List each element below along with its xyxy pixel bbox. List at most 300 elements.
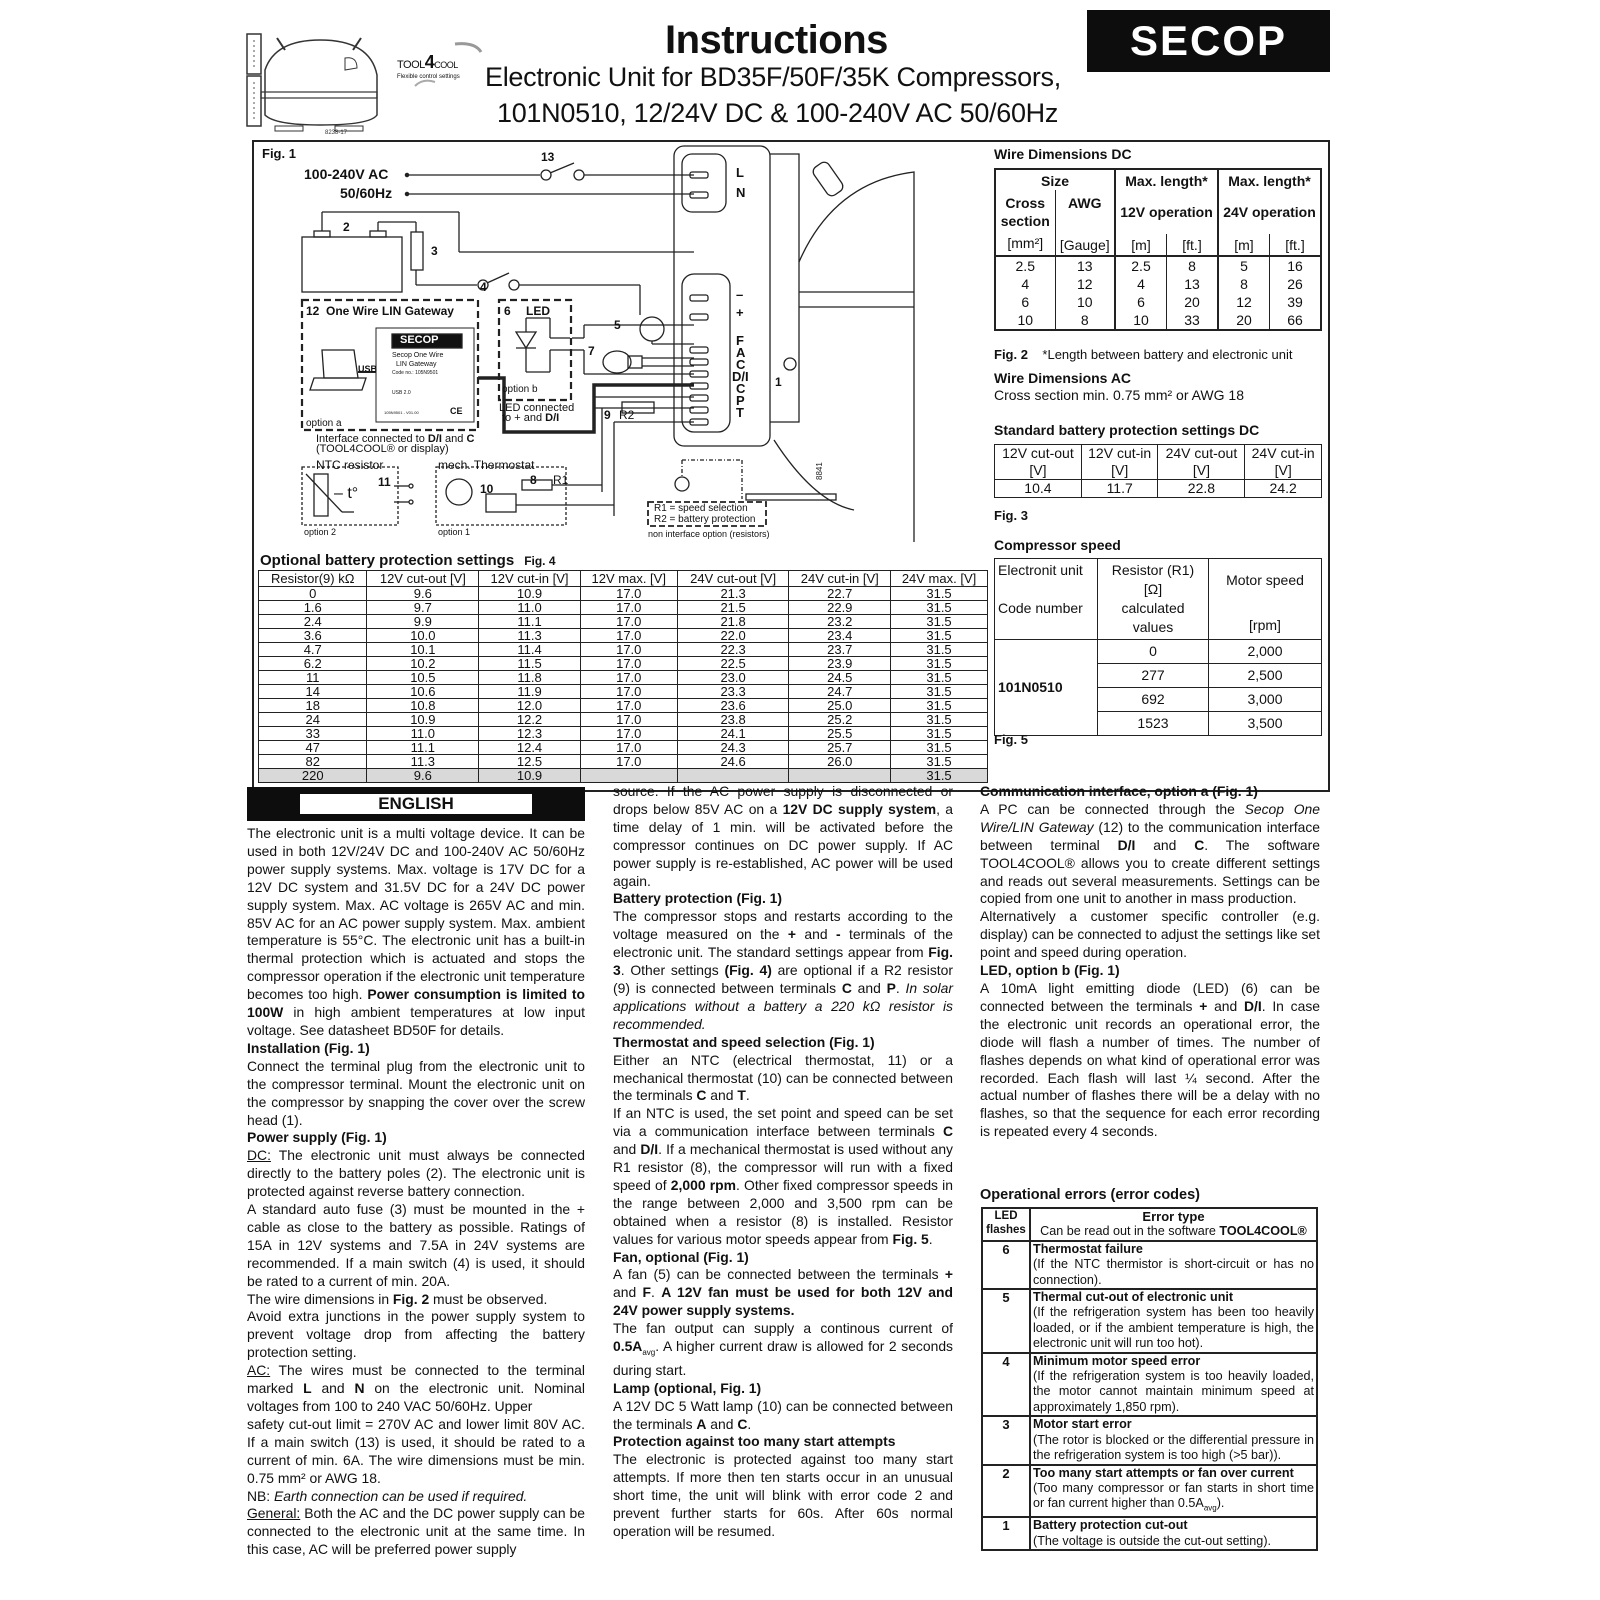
table-cell: 26 xyxy=(1269,275,1321,293)
resistor-value: 1523 xyxy=(1098,712,1209,736)
table-cell: 10.9 xyxy=(367,713,479,727)
svg-text:8841: 8841 xyxy=(815,462,824,480)
speed-table-body xyxy=(995,640,1322,736)
comm-di: D/I xyxy=(1117,836,1136,853)
comm-and: and xyxy=(1135,836,1195,853)
column-header: 24V cut-out xyxy=(1158,445,1245,463)
table-row xyxy=(995,256,1321,275)
table-cell: 10.1 xyxy=(367,643,479,657)
terminal-di: D/I xyxy=(732,369,749,384)
lamp-text xyxy=(613,1398,953,1434)
table-cell: 24.7 xyxy=(789,685,891,699)
table-cell: 12.5 xyxy=(479,755,581,769)
table-row xyxy=(982,1241,1317,1289)
unit-ft-12v: [ft.] xyxy=(1167,234,1218,256)
led-di: D/I xyxy=(1243,997,1262,1014)
interface-and: and xyxy=(441,433,467,445)
table-cell: 31.5 xyxy=(891,755,988,769)
table-cell: 39 xyxy=(1269,293,1321,311)
header-res-line-1: Resistor (R1) xyxy=(1111,562,1195,578)
secop-logo: SECOP xyxy=(1087,10,1330,72)
table-cell xyxy=(580,769,677,783)
errors-title: Operational errors (error codes) xyxy=(980,1187,1200,1203)
table-row xyxy=(259,755,988,769)
language-banner xyxy=(247,787,585,821)
table-cell: 23.2 xyxy=(789,615,891,629)
batt-fig4: (Fig. 4) xyxy=(724,962,772,979)
header-led-line-2: flashes xyxy=(986,1224,1026,1236)
column-header: 12V cut-out [V] xyxy=(367,571,479,587)
table-header-row xyxy=(995,445,1322,463)
ntc-symbol: – t° xyxy=(334,485,359,502)
fan-text-1 xyxy=(613,1266,953,1320)
fig4-title xyxy=(260,552,556,569)
column-unit: [V] xyxy=(1158,462,1245,480)
batt-t6: . xyxy=(895,979,906,996)
table-cell: 17.0 xyxy=(580,699,677,713)
error-description: (If the refrigeration system is too heavily loaded, the motor cannot maintain minimum speed at approximately 1,850 rpm). xyxy=(1033,1369,1314,1414)
error-type: Minimum motor speed error xyxy=(1033,1353,1201,1368)
dc-label: DC: xyxy=(247,1147,271,1164)
column-header: 24V cut-in xyxy=(1245,445,1322,463)
logo-tagline: Flexible control settings xyxy=(397,74,460,80)
operational-errors-table xyxy=(981,1207,1318,1551)
cont-text-2: , a time delay of 1 min. will be activated before the compressor continues on DC power supply. If AC power supply is re-established, AC power will be used again. xyxy=(613,800,953,889)
table-cell: 11.0 xyxy=(479,601,581,615)
table-cell: 23.0 xyxy=(677,671,789,685)
thermo-t2: If an NTC is used, the set point and speed can be set via a communication interface between terminals xyxy=(613,1105,953,1140)
error-type: Thermal cut-out of electronic unit xyxy=(1033,1290,1234,1305)
table-header-row xyxy=(982,1208,1317,1241)
legend-r2: R2 = battery protection xyxy=(654,514,756,525)
table-cell: 21.8 xyxy=(677,615,789,629)
table-cell: 10.4 xyxy=(995,480,1082,498)
compressor-speed-title: Compressor speed xyxy=(994,537,1121,553)
unit-m-24v: [m] xyxy=(1218,234,1270,256)
header-speed-line-2: [rpm] xyxy=(1249,617,1281,633)
table-cell: 12.3 xyxy=(479,727,581,741)
r2-label: R2 xyxy=(619,408,635,422)
terminal-f: F xyxy=(736,333,744,348)
terminal-minus: – xyxy=(736,287,744,302)
std-battery-title: Standard battery protection settings DC xyxy=(994,422,1260,438)
table-header-row xyxy=(995,169,1321,190)
callout-12: 12 xyxy=(306,304,320,318)
table-cell: 24.2 xyxy=(1245,480,1322,498)
table-cell: 12.2 xyxy=(479,713,581,727)
ac-frequency-label: 50/60Hz xyxy=(340,185,393,201)
wire-dc-title: Wire Dimensions DC xyxy=(994,146,1132,162)
header-maxlen-24v: Max. length* xyxy=(1218,169,1321,190)
motor-speed-value: 2,000 xyxy=(1209,640,1322,664)
ac-terminal-n: N xyxy=(354,1380,365,1397)
table-cell: 22.8 xyxy=(1158,480,1245,498)
cont-text-bold: 12V DC supply system xyxy=(782,800,937,817)
terminal-l: L xyxy=(736,165,744,180)
table-cell: 10.8 xyxy=(367,699,479,713)
table-row xyxy=(259,657,988,671)
led-heading: LED, option b (Fig. 1) xyxy=(980,962,1120,979)
column-header: 12V cut-in xyxy=(1081,445,1158,463)
table-cell: 4 xyxy=(995,275,1055,293)
wiring-diagram-drawing xyxy=(254,142,988,542)
wire-dimensions-dc-table xyxy=(994,168,1322,331)
ac-paragraph-2: safety cut-out limit = 270V AC and lower limit 80V AC. If a main switch (13) is used, it should be rated to a current of min. 6A. The wire dimensions must be min. 0.75 mm² or AWG 18. xyxy=(247,1415,585,1486)
legend-r1: R1 = speed selection xyxy=(654,503,748,514)
fig2-footnote: *Length between battery and electronic unit xyxy=(1042,347,1293,362)
logo-text-cool: COOL xyxy=(434,60,458,70)
motor-speed-value: 3,000 xyxy=(1209,688,1322,712)
table-cell: 31.5 xyxy=(891,685,988,699)
legend-note: non interface option (resistors) xyxy=(648,529,770,539)
table-cell: 17.0 xyxy=(580,713,677,727)
table-row xyxy=(259,587,988,601)
table-cell: 9.7 xyxy=(367,601,479,615)
table-cell: 22.3 xyxy=(677,643,789,657)
terminal-a: A xyxy=(736,345,746,360)
header-type-line-1: Error type xyxy=(1142,1209,1205,1224)
fan-text-2 xyxy=(613,1320,953,1380)
error-description xyxy=(1033,1481,1314,1516)
led-connected-line-1: LED connected xyxy=(499,402,575,414)
installation-heading: Installation (Fig. 1) xyxy=(247,1039,370,1056)
table-cell: 13 xyxy=(1055,256,1115,275)
led-and: and xyxy=(1207,997,1244,1014)
fan-plus: + xyxy=(944,1266,953,1283)
table-cell: 25.0 xyxy=(789,699,891,713)
column-header: 24V cut-in [V] xyxy=(789,571,891,587)
header-maxlen-12v: Max. length* xyxy=(1115,169,1218,190)
header-24v-operation: 24V operation xyxy=(1218,190,1321,234)
table-cell: 11.3 xyxy=(479,629,581,643)
column-unit: [V] xyxy=(1245,462,1322,480)
fan-t3: . A higher current draw is allowed for 2 seconds during start. xyxy=(613,1338,953,1378)
table-cell: 23.9 xyxy=(789,657,891,671)
table-cell: 10.2 xyxy=(367,657,479,671)
table-cell: 12.0 xyxy=(479,699,581,713)
header-resistor xyxy=(1098,559,1209,640)
table-cell: 31.5 xyxy=(891,601,988,615)
table-cell: 20 xyxy=(1218,311,1270,330)
general-paragraph xyxy=(247,1505,585,1559)
interface-text: Interface connected to xyxy=(316,433,428,445)
table-row xyxy=(995,640,1322,664)
header-res-line-3: calculated xyxy=(1121,600,1185,616)
table-cell: 5 xyxy=(1218,256,1270,275)
header-res-line-4: values xyxy=(1132,619,1174,635)
table-cell: 21.5 xyxy=(677,601,789,615)
header-awg: AWG xyxy=(1055,190,1115,234)
dc-paragraph-3 xyxy=(247,1291,585,1309)
batt-t2: terminals of the electronic unit. The standard settings appear from xyxy=(613,926,953,961)
option-b-label: option b xyxy=(502,384,538,395)
table-row xyxy=(259,629,988,643)
fan-heading: Fan, optional (Fig. 1) xyxy=(613,1248,749,1265)
column-header: 12V max. [V] xyxy=(580,571,677,587)
header-sub-pre: Can be read out in the software xyxy=(1040,1224,1220,1239)
table-cell: 31.5 xyxy=(891,769,988,783)
header-unit-line-2: Code number xyxy=(998,600,1083,616)
figure-panel xyxy=(252,140,1330,792)
gateway-usb-label: USB 2.0 xyxy=(392,390,411,396)
callout-4: 4 xyxy=(480,280,487,294)
interface-line-2: (TOOL4COOL® or display) xyxy=(316,443,449,455)
dc-paragraph-2: A standard auto fuse (3) must be mounted in the + cable as close to the battery as possible. Ratings of 15A in 12V systems and 7.5A in 24V systems are recommended. If a main switch (4) is used, it should be rated to a current of min. 20A. xyxy=(247,1201,585,1289)
table-cell: 11.1 xyxy=(479,615,581,629)
callout-2: 2 xyxy=(343,220,350,234)
batt-c: C xyxy=(841,979,852,996)
fig2-label: Fig. 2 xyxy=(994,347,1028,362)
table-cell: 31.5 xyxy=(891,629,988,643)
gateway-code: Code no.: 105N9501 xyxy=(392,370,439,376)
error-description: (The voltage is outside the cut-out setting). xyxy=(1033,1533,1272,1548)
table-cell: 9.6 xyxy=(367,769,479,783)
table-cell: 11.5 xyxy=(479,657,581,671)
communication-text-1 xyxy=(980,801,1320,908)
table-cell: 31.5 xyxy=(891,643,988,657)
table-cell: 31.5 xyxy=(891,699,988,713)
start-protection-text: The electronic is protected against too many start attempts. If more then ten starts occur in an unusual short time, the unit will blink with error code 2 and prevent further starts for 60s. After 60s normal operation will be resumed. xyxy=(613,1451,953,1539)
table-cell: 11.7 xyxy=(1081,480,1158,498)
table-cell: 10.5 xyxy=(367,671,479,685)
fan-t2: The fan output can supply a continous current of xyxy=(613,1320,953,1337)
communication-text-2: Alternatively a customer specific controller (e.g. display) can be connected to adjust the settings like set point and speed during operation. xyxy=(980,908,1320,961)
error-description-cell xyxy=(1030,1241,1317,1289)
table-cell: 33 xyxy=(259,727,367,741)
table-header-row xyxy=(995,190,1321,234)
svg-text:8238-17: 8238-17 xyxy=(325,130,348,135)
table-cell: 24.5 xyxy=(789,671,891,685)
led-t1: A 10mA light emitting diode (LED) (6) can be connected between the terminals xyxy=(980,979,1320,1014)
page-title: Instructions xyxy=(665,18,888,62)
table-cell: 17.0 xyxy=(580,685,677,699)
table-cell: 17.0 xyxy=(580,727,677,741)
table-cell: 23.8 xyxy=(677,713,789,727)
thermo-t5: . xyxy=(928,1230,933,1247)
table-cell: 2.4 xyxy=(259,615,367,629)
thermo-and: and xyxy=(706,1087,738,1104)
batt-t1: The compressor stops and restarts according to the voltage measured on the xyxy=(613,908,953,943)
led-connected-terminal: D/I xyxy=(545,412,560,424)
table-cell: 4 xyxy=(1115,275,1167,293)
table-cell: 17.0 xyxy=(580,755,677,769)
led-flashes-count: 6 xyxy=(982,1241,1030,1289)
callout-8: 8 xyxy=(530,473,537,487)
table-cell: 82 xyxy=(259,755,367,769)
table-cell: 9.6 xyxy=(367,587,479,601)
table-cell: 24.3 xyxy=(677,741,789,755)
table-cell: 6.2 xyxy=(259,657,367,671)
error-description-cell xyxy=(1030,1416,1317,1464)
dc-text-3-bold: Fig. 2 xyxy=(392,1290,430,1307)
fan-t1: A fan (5) can be connected between the terminals xyxy=(613,1266,945,1283)
ac-text-c: on the electronic unit. Nominal voltages from 100 to 240 VAC 50/60Hz. Upper xyxy=(247,1380,585,1414)
header-res-line-2: [Ω] xyxy=(1143,581,1163,597)
batt-and: and xyxy=(796,926,836,943)
table-cell: 0 xyxy=(259,587,367,601)
column-header: 12V cut-in [V] xyxy=(479,571,581,587)
column-unit: [V] xyxy=(995,462,1082,480)
led-flashes-count: 3 xyxy=(982,1416,1030,1464)
standard-battery-protection-table xyxy=(994,444,1322,498)
table-cell: 31.5 xyxy=(891,657,988,671)
thermo-2di: D/I xyxy=(640,1141,659,1158)
table-row xyxy=(995,293,1321,311)
header-unit-line-1: Electronit unit xyxy=(998,562,1083,578)
table-row xyxy=(259,601,988,615)
fan-and: and xyxy=(613,1284,643,1301)
fig4-label: Fig. 4 xyxy=(524,554,556,568)
table-cell: 220 xyxy=(259,769,367,783)
wire-table-body xyxy=(995,256,1321,330)
table-cell: 11 xyxy=(259,671,367,685)
comm-t1: A PC can be connected through the xyxy=(980,800,1245,817)
resistor-value: 277 xyxy=(1098,664,1209,688)
lamp-t1: A 12V DC 5 Watt lamp (10) can be connected between the terminals xyxy=(613,1397,953,1432)
table-row xyxy=(982,1289,1317,1353)
led-text xyxy=(980,980,1320,1141)
gateway-footer: 105N9501 - V01.00 xyxy=(384,410,419,415)
table-cell: 6 xyxy=(995,293,1055,311)
intro-text-2: in high ambient temperatures at low input voltage. See datasheet BD50F for details. xyxy=(247,1004,585,1038)
table-cell: 20 xyxy=(1167,293,1218,311)
table-row xyxy=(982,1465,1317,1518)
gateway-brand: SECOP xyxy=(400,334,439,346)
batt-t5: and xyxy=(851,979,887,996)
led-t2: . In case the electronic unit records an operational error, the diode will flash a number of times. The number of flashes depends on what kind of operational error was recorded. Each flash will last ¼ second. After the actual number of flashes there will be a delay with no flashes, so that the sequence for each error recording is repeated every 4 seconds. xyxy=(980,997,1320,1140)
ac-label: AC: xyxy=(247,1362,271,1379)
table-cell: 12 xyxy=(1055,275,1115,293)
led-connected-text: to + and xyxy=(502,412,546,424)
table-cell: 3.6 xyxy=(259,629,367,643)
table-row xyxy=(259,643,988,657)
table-cell: 8 xyxy=(1218,275,1270,293)
table-cell: 10 xyxy=(1115,311,1167,330)
table-cell xyxy=(677,769,789,783)
header-speed-line-1: Motor speed xyxy=(1226,572,1304,588)
page-subtitle-line-1: Electronic Unit for BD35F/50F/35K Compressors, xyxy=(485,62,1061,92)
thermo-2and: and xyxy=(613,1141,641,1158)
table-cell: 17.0 xyxy=(580,615,677,629)
resistor-value: 0 xyxy=(1098,640,1209,664)
fig1-label: Fig. 1 xyxy=(262,146,296,161)
thermo-rpm: 2,000 rpm xyxy=(670,1176,736,1193)
power-supply-heading: Power supply (Fig. 1) xyxy=(247,1129,387,1146)
table-row xyxy=(982,1353,1317,1417)
dc-text-3-pre: The wire dimensions in xyxy=(247,1290,393,1307)
table-body xyxy=(259,587,988,783)
table-row xyxy=(259,615,988,629)
ac-text-a: The wires must be connected to the terminal marked xyxy=(247,1362,585,1397)
comm-italic: Secop One Wire/LIN Gateway xyxy=(980,800,1320,835)
fan-avg: avg xyxy=(642,1347,656,1357)
table-row xyxy=(995,275,1321,293)
table-cell: 11.8 xyxy=(479,671,581,685)
header-size: Size xyxy=(995,169,1115,190)
table-row xyxy=(259,685,988,699)
tool4cool-logo xyxy=(395,40,485,90)
batt-italic: In solar applications without a battery a 220 kΩ resistor is recommended. xyxy=(613,979,953,1032)
error-description-cell xyxy=(1030,1353,1317,1417)
batt-t3: . Other settings xyxy=(620,962,725,979)
fig3-label: Fig. 3 xyxy=(994,508,1028,523)
table-row xyxy=(982,1517,1317,1550)
error-type: Motor start error xyxy=(1033,1417,1132,1432)
column-header: 24V max. [V] xyxy=(891,571,988,587)
table-cell: 6 xyxy=(1115,293,1167,311)
table-cell: 13 xyxy=(1167,275,1218,293)
optional-battery-protection-table xyxy=(258,570,988,783)
table-cell: 23.3 xyxy=(677,685,789,699)
table-row xyxy=(259,727,988,741)
table-cell: 17.0 xyxy=(580,587,677,601)
lamp-heading: Lamp (optional, Fig. 1) xyxy=(613,1379,762,1396)
table-cell: 4.7 xyxy=(259,643,367,657)
table-cell: 11.1 xyxy=(367,741,479,755)
callout-11: 11 xyxy=(378,475,391,489)
communication-heading: Communication interface, option a (Fig. 1) xyxy=(980,783,1258,799)
fan-f: F xyxy=(642,1284,651,1301)
table-units-row xyxy=(995,234,1321,256)
fig2-note xyxy=(994,347,1292,362)
gateway-name-2: LIN Gateway xyxy=(396,361,437,368)
mech-thermostat-title: mech. Thermostat xyxy=(438,458,535,472)
table-cell: 11.4 xyxy=(479,643,581,657)
thermo-t4: . Other fixed compressor speeds in the range between 2,000 and 3,500 rpm can be obtained when a resistor (8) is installed. Resistor values for various motor speeds appear from xyxy=(613,1176,953,1247)
header-12v-operation: 12V operation xyxy=(1115,190,1218,234)
table-cell: 31.5 xyxy=(891,587,988,601)
text-column-2 xyxy=(613,783,953,1541)
thermo-t: T xyxy=(737,1087,746,1104)
column-header: 24V cut-out [V] xyxy=(677,571,789,587)
thermo-c: C xyxy=(696,1087,707,1104)
led-flashes-count: 5 xyxy=(982,1289,1030,1353)
table-cell: 16 xyxy=(1269,256,1321,275)
terminal-p: P xyxy=(736,393,745,408)
lamp-a: A xyxy=(696,1415,707,1432)
table-cell: 2.5 xyxy=(1115,256,1167,275)
header-electronic-unit xyxy=(995,559,1098,640)
cont-text-1: source. If the AC power supply is disconnected or drops below 85V AC on a xyxy=(613,783,953,817)
table-cell: 18 xyxy=(259,699,367,713)
table-cell: 24.1 xyxy=(677,727,789,741)
table-header-row xyxy=(259,571,988,587)
table-cell: 25.7 xyxy=(789,741,891,755)
language-label: ENGLISH xyxy=(300,794,532,814)
thermostat-text-1 xyxy=(613,1052,953,1106)
table-cell: 22.9 xyxy=(789,601,891,615)
text-column-3 xyxy=(980,783,1320,1141)
table-row xyxy=(982,1416,1317,1464)
ac-paragraph-1 xyxy=(247,1362,585,1416)
table-cell: 31.5 xyxy=(891,741,988,755)
table-cell: 17.0 xyxy=(580,629,677,643)
error-description-cell xyxy=(1030,1289,1317,1353)
comm-t3: . The software TOOL4COOL® allows you to create different settings and reads out several measurements. Settings can be copied from one unit to another in mass production. xyxy=(980,836,1320,907)
table-row xyxy=(259,741,988,755)
intro-text-1: The electronic unit is a multi voltage device. It can be used in both 12V/24V DC and 100-240V AC 50/60Hz power supply systems. Max. voltage is 17V DC for a 12V DC system and 31.5V DC for a 24V DC power supply system. Max. AC voltage is 265V AC and min. 85V AC for an AC power supply system. Max. ambient temperature is 55°C. The electronic unit has a built-in thermal protection which is actuated and stops the compressor operation if the electronic unit temperature becomes too high. xyxy=(247,825,585,1003)
terminal-n: N xyxy=(736,185,746,200)
table-cell: 17.0 xyxy=(580,741,677,755)
ac-supply-label: 100-240V AC xyxy=(304,166,389,182)
terminal-plus: + xyxy=(736,305,744,320)
fig4-title-text: Optional battery protection settings xyxy=(260,552,515,569)
unit-code-number: 101N0510 xyxy=(995,640,1098,736)
wire-ac-text: Cross section min. 0.75 mm² or AWG 18 xyxy=(994,387,1244,403)
table-cell: 31.5 xyxy=(891,671,988,685)
gateway-ce-mark: CE xyxy=(450,406,463,416)
wire-ac-title: Wire Dimensions AC xyxy=(994,370,1132,386)
